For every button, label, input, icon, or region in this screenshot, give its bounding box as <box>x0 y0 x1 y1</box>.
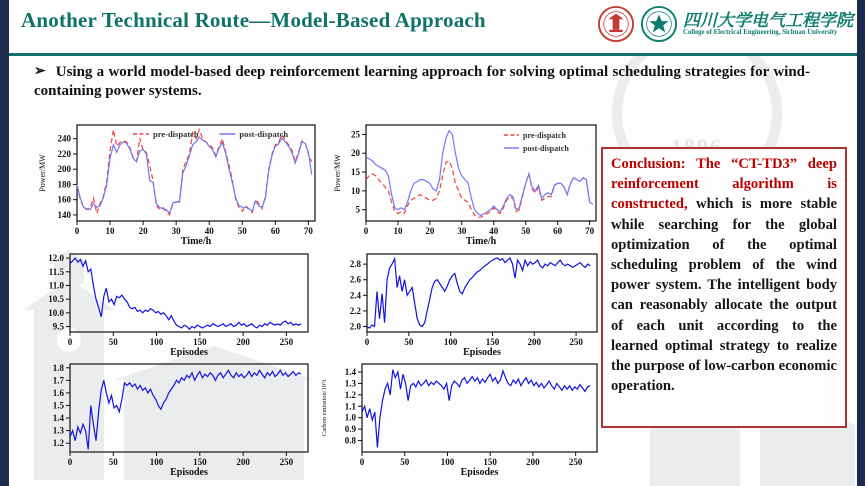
left-edge-bar <box>0 0 9 486</box>
svg-text:10.0: 10.0 <box>48 307 64 318</box>
svg-text:200: 200 <box>526 457 540 467</box>
svg-text:Time/h: Time/h <box>465 236 497 246</box>
svg-text:pre-dispatch: pre-dispatch <box>153 129 199 139</box>
svg-text:Episodes: Episodes <box>463 347 501 357</box>
chart-dispatch-power-2 <box>330 120 602 246</box>
svg-text:1.5: 1.5 <box>52 400 64 411</box>
svg-text:Power/MW: Power/MW <box>333 154 342 192</box>
svg-text:1.4: 1.4 <box>52 413 64 424</box>
svg-text:150: 150 <box>483 457 497 467</box>
svg-text:25: 25 <box>351 129 360 140</box>
svg-text:150: 150 <box>485 337 500 347</box>
svg-text:2.4: 2.4 <box>349 290 361 301</box>
svg-text:1.8: 1.8 <box>52 362 64 373</box>
college-seal-icon <box>640 5 678 43</box>
svg-text:200: 200 <box>236 337 250 347</box>
svg-text:50: 50 <box>108 457 118 467</box>
svg-text:200: 200 <box>527 337 542 347</box>
svg-text:Time/h: Time/h <box>180 236 212 246</box>
svg-text:10: 10 <box>105 226 115 236</box>
svg-text:150: 150 <box>193 337 207 347</box>
svg-text:50: 50 <box>237 226 247 236</box>
svg-text:50: 50 <box>521 226 531 236</box>
svg-text:200: 200 <box>236 457 250 467</box>
svg-text:1.2: 1.2 <box>344 389 356 400</box>
svg-text:50: 50 <box>108 337 118 347</box>
svg-text:Episodes: Episodes <box>460 467 499 477</box>
svg-text:Power/MW: Power/MW <box>38 154 47 192</box>
college-name-en: College of Electrical Engineering, Sichuan University <box>683 29 838 37</box>
svg-text:2.6: 2.6 <box>349 274 361 285</box>
svg-text:40: 40 <box>489 226 499 236</box>
svg-text:post-dispatch: post-dispatch <box>239 129 289 139</box>
svg-text:1.1: 1.1 <box>344 401 356 412</box>
bullet-point <box>34 63 810 101</box>
svg-text:70: 70 <box>303 226 313 236</box>
svg-text:20: 20 <box>351 148 360 159</box>
svg-text:post-dispatch: post-dispatch <box>523 144 569 153</box>
bullet-text: Using a world model-based deep reinforcement learning approach for solving optimal scheduling strategies for wind-containing power systems. <box>34 64 810 100</box>
svg-text:2.8: 2.8 <box>349 259 361 270</box>
svg-text:50: 50 <box>400 457 410 467</box>
chart-carbon-emission <box>316 359 603 477</box>
svg-text:0: 0 <box>359 457 365 467</box>
svg-text:0: 0 <box>67 457 73 467</box>
right-edge-bar <box>857 0 865 486</box>
svg-text:1.7: 1.7 <box>52 375 64 386</box>
svg-text:10: 10 <box>351 185 360 196</box>
svg-text:1.0: 1.0 <box>344 412 356 423</box>
svg-text:200: 200 <box>57 164 71 175</box>
svg-text:0.9: 0.9 <box>344 424 356 435</box>
svg-text:100: 100 <box>440 457 455 467</box>
header <box>9 0 857 53</box>
svg-text:2.0: 2.0 <box>349 321 361 332</box>
svg-text:30: 30 <box>171 226 181 236</box>
svg-text:Episodes: Episodes <box>170 467 208 477</box>
svg-text:100: 100 <box>149 457 164 467</box>
svg-text:250: 250 <box>568 457 583 467</box>
svg-text:5: 5 <box>355 204 360 215</box>
svg-text:0: 0 <box>67 337 73 347</box>
svg-text:250: 250 <box>279 457 294 467</box>
title-divider <box>9 53 857 56</box>
svg-text:100: 100 <box>443 337 458 347</box>
svg-text:12.0: 12.0 <box>48 253 64 264</box>
svg-text:0.8: 0.8 <box>344 435 356 446</box>
conclusion-body: which is more stable while searching for the global optimization of the optimal scheduling problem of the wind power system. The intelligent body can reasonably allocate the output of each unit according to the learned optimal strategy to realize the purpose of low-carbon economic operation. <box>611 196 837 395</box>
svg-text:2.2: 2.2 <box>349 305 361 316</box>
svg-text:0: 0 <box>74 226 80 236</box>
svg-text:60: 60 <box>553 226 563 236</box>
svg-text:160: 160 <box>57 194 71 205</box>
svg-text:15: 15 <box>351 167 360 178</box>
svg-text:1.4: 1.4 <box>344 367 356 377</box>
page-title: Another Technical Route—Model-Based Approach <box>21 8 486 32</box>
svg-text:10.5: 10.5 <box>48 294 64 305</box>
svg-text:40: 40 <box>204 226 214 236</box>
svg-text:1.3: 1.3 <box>52 425 64 436</box>
svg-text:180: 180 <box>57 179 71 190</box>
conclusion-box <box>601 147 847 428</box>
svg-text:11.5: 11.5 <box>48 266 64 277</box>
college-wordmark <box>683 12 853 37</box>
svg-text:50: 50 <box>404 337 414 347</box>
svg-text:140: 140 <box>57 209 71 220</box>
chart-training-episodes-3 <box>30 359 314 477</box>
svg-text:0: 0 <box>363 226 369 236</box>
bullet-arrow-icon: ➢ <box>34 64 46 79</box>
svg-text:250: 250 <box>279 337 294 347</box>
svg-text:1.2: 1.2 <box>52 438 64 449</box>
svg-text:240: 240 <box>57 133 71 144</box>
svg-text:70: 70 <box>585 226 595 236</box>
sichuan-university-seal-icon <box>597 5 635 43</box>
svg-text:1.3: 1.3 <box>344 378 356 389</box>
svg-text:100: 100 <box>149 337 164 347</box>
svg-text:9.5: 9.5 <box>52 321 64 332</box>
svg-text:Episodes: Episodes <box>170 347 208 357</box>
svg-text:1.6: 1.6 <box>52 387 64 398</box>
svg-text:Carbon emission/10⁷t: Carbon emission/10⁷t <box>321 379 328 437</box>
svg-text:60: 60 <box>270 226 280 236</box>
svg-text:20: 20 <box>425 226 435 236</box>
svg-text:10: 10 <box>393 226 403 236</box>
college-name-cn: 四川大学电气工程学院 <box>683 10 853 30</box>
svg-text:20: 20 <box>138 226 148 236</box>
chart-training-episodes-1 <box>30 249 314 357</box>
svg-text:150: 150 <box>193 457 207 467</box>
svg-text:11.0: 11.0 <box>48 280 64 291</box>
svg-text:220: 220 <box>57 148 71 159</box>
svg-text:250: 250 <box>569 337 583 347</box>
chart-dispatch-power-1 <box>35 120 321 246</box>
svg-text:pre-dispatch: pre-dispatch <box>523 131 566 140</box>
svg-text:0: 0 <box>364 337 370 347</box>
chart-training-episodes-2 <box>333 249 603 357</box>
logo-group <box>597 5 853 43</box>
svg-text:30: 30 <box>457 226 467 236</box>
conclusion-highlight: Conclusion: The “CT-TD3” deep reinforcement algorithm is constructed, <box>611 156 837 213</box>
